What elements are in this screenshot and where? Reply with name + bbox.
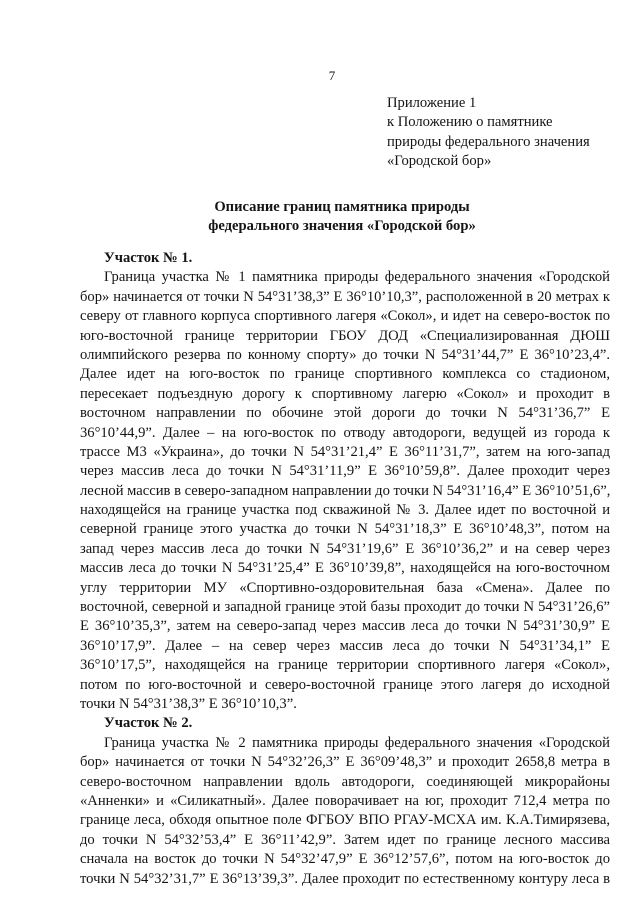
text-line: 36°10’44,9”. Далее – на юго-восток по отводу автодороги, ведущей из города к — [80, 424, 610, 441]
text-line: 36°10’17,9”. Далее – на север через массив леса до точки N 54°31’34,1” E — [80, 637, 610, 654]
document-body — [80, 249, 610, 889]
text-line: массив леса до точки N 54°31’25,4” E 36°10’39,8”, находящейся на юго-восточном — [80, 560, 610, 577]
appendix-reference — [387, 94, 627, 172]
document-title — [80, 198, 604, 237]
text-line: находящейся на границе участка под скважиной № 3. Далее идет по восточной и — [80, 502, 610, 519]
text-line: потом по юго-восточной и северо-восточной границе этого лагеря до исходной — [80, 676, 610, 693]
text-line: Граница участка № 2 памятника природы федерального значения «Городской — [104, 734, 610, 751]
text-line: точки N 54°32’31,7” E 36°13’39,3”. Далее проходит по естественному контуру леса в — [80, 870, 610, 887]
section-1-heading: Участок № 1. — [104, 250, 193, 266]
text-line: лесной массив в северо-западном направлении до точки N 54°31’16,4” E 36°10’51,6”, — [80, 482, 611, 499]
title-line: Описание границ памятника природы — [214, 199, 470, 215]
appendix-line: Приложение 1 — [387, 95, 477, 111]
text-line: сначала на восток до точки N 54°32’47,9” E 36°12’57,6”, потом на юго-восток до — [80, 851, 610, 868]
appendix-line: к Положению о памятнике — [387, 114, 553, 131]
text-line: трассе М3 «Украина», до точки N 54°31’21,4” E 36°11’31,7”, затем на юго-запад — [80, 443, 610, 460]
text-line: бор» начинается от точки N 54°32’26,3” E 36°09’48,3” и проходит 2658,8 метра в — [80, 754, 610, 771]
section-1-paragraph — [80, 268, 610, 714]
text-line: «Анненки» и «Силикатный». Далее поворачивает на юг, проходит 712,4 метра по — [80, 792, 610, 809]
text-line: бор» начинается от точки N 54°31’38,3” E 36°10’10,3”, расположенной в 20 метрах к — [80, 288, 610, 305]
text-line: северной границе этого участка до точки N 54°31’18,3” E 36°10’48,3”, потом на — [80, 521, 610, 538]
text-line: через массив леса до точки N 54°31’11,9” E 36°10’59,8”. Далее проходит через — [80, 463, 610, 480]
text-line: углу территории МУ «Спортивно-оздоровительная база «Смена». Далее по — [80, 579, 610, 596]
text-line: пересекает подъездную дорогу к спортивному лагерю «Сокол» и проходит в — [80, 385, 610, 402]
text-line: запад через массив леса до точки N 54°31’19,6” E 36°10’36,2” и на север через — [80, 540, 610, 557]
section-2-heading: Участок № 2. — [104, 715, 193, 732]
text-line: границе леса, обходя опытное поле ФГБОУ ВПО РГАУ-МСХА им. К.А.Тимирязева, — [80, 812, 610, 829]
text-line: северо-восточном направлении вдоль автодороги, соединяющей микрорайоны — [80, 773, 610, 790]
title-line: федерального значения «Городской бор» — [208, 218, 476, 235]
appendix-line: природы федерального значения — [387, 133, 590, 150]
text-line: Граница участка № 1 памятника природы федерального значения «Городской — [104, 269, 610, 286]
text-line: северу от главного корпуса спортивного лагеря «Сокол», и идет на северо-восток по — [80, 308, 610, 325]
text-line: точки N 54°31’38,3” E 36°10’10,3”. — [80, 696, 297, 712]
text-line: до точки N 54°32’53,4” E 36°11’42,9”. Затем идет по границе лесного массива — [80, 831, 610, 848]
page-number: 7 — [328, 68, 336, 83]
text-line: юго-восточной границе территории ГБОУ ДОД «Специализированная ДЮШ — [80, 327, 610, 344]
text-line: олимпийского резерва по конному спорту» до точки N 54°31’44,7” E 36°10’23,4”. — [80, 346, 610, 363]
section-2-paragraph — [80, 734, 610, 889]
appendix-line: «Городской бор» — [387, 153, 492, 170]
text-line: восточном направлении по обочине этой дороги до точки N 54°31’36,7” E — [80, 405, 610, 422]
text-line: восточной, северной и западной границе этой базы проходит до точки N 54°31’26,6” — [80, 599, 610, 616]
text-line: 36°10’17,5”, находящейся на границе территории спортивного лагеря «Сокол», — [80, 657, 610, 674]
text-line: Далее идет на юго-восток по границе спортивного комплекса со стадионом, — [80, 366, 610, 383]
text-line: E 36°10’35,3”, затем на северо-запад через массив леса до точки N 54°31’30,9” E — [80, 618, 610, 635]
